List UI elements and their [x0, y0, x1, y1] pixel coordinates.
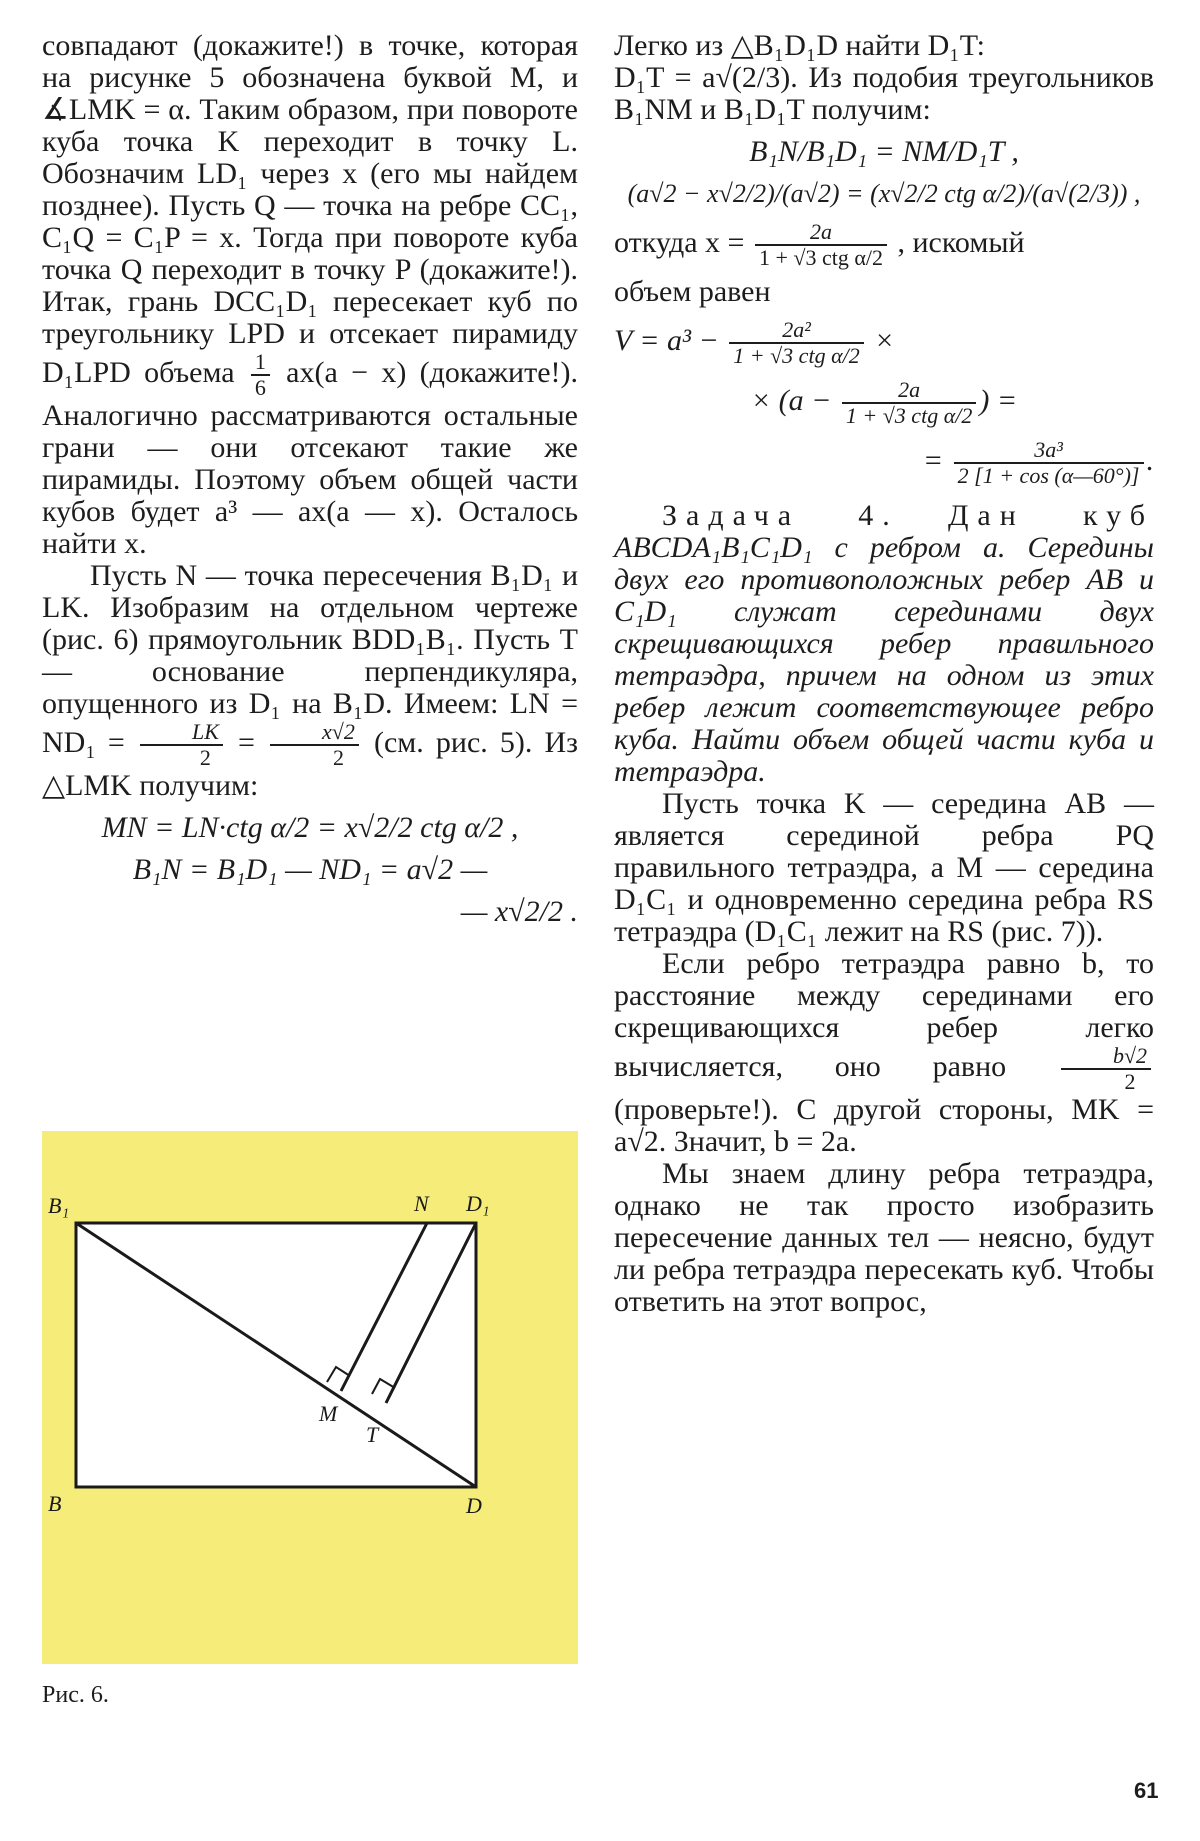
fraction-2a: $\frac{2a}{\text{1 + √3 ctg α/2}}$	[842, 378, 976, 428]
volume-intro: объем равен	[614, 275, 771, 308]
equation-b1n: B₁N = B₁D₁ — ND₁ = a√2 —	[132, 853, 488, 886]
label-b: B	[48, 1491, 62, 1516]
equation-b1n-cont: — x√2/2 .	[460, 895, 578, 928]
label-n: N	[414, 1191, 429, 1216]
equation-mn: MN = LN·ctg α/2 = x√2/2 ctg α/2 ,	[101, 811, 519, 844]
left-paragraph-1: совпадают (докажите!) в точке, которая на рисунке 5 обозначена буквой M, и ∡LMK = α. Таким образом, при повороте куба точка K переходит в точку L. Обозначим LD₁ через x (его мы найдем позднее). Пусть Q — точка на ребре CC₁, C₁Q = C₁P = x. Тогда при повороте куба точка Q переходит в точку P (докажите!). Итак, грань DCC₁D₁ пересекает куб по треугольнику LPD и отсекает пирамиду D₁LPD объема $\frac{1}{6}$ ax(a − x) (докажите!). Аналогично рассматриваются остальные грани — они отсекают такие же пирамиды. Поэтому объем общей части кубов будет a³ — ax(a — x). Осталось найти x.	[42, 29, 578, 560]
label-m: M	[319, 1401, 338, 1426]
figure-caption: Рис. 6.	[42, 1682, 109, 1708]
fraction-x-sqrt2-half: $\frac{x√2}{2}$	[270, 720, 359, 770]
right-column	[614, 30, 1154, 1318]
fraction-b-sqrt2-half: $\frac{b√2}{2}$	[1061, 1044, 1151, 1094]
equation-ratio: (a√2 − x√2/2)/(a√2) = (x√2/2 ctg α/2)/(a√(2/3)) ,	[627, 179, 1141, 208]
right-paragraph-3: Пусть точка K — середина AB — является серединой ребра PQ правильного тетраэдра, а M — середина D₁C₁ и одновременно середина ребра RS тетраэдра (D₁C₁ лежит на RS (рис. 7)).	[614, 787, 1154, 948]
equation-volume-2: × (a − $\frac{2a}{\text{1 + √3 ctg α/2}}$ ) =	[750, 377, 1018, 428]
left-paragraph-2: Пусть N — точка пересечения B₁D₁ и LK. Изобразим на отдельном чертеже (рис. 6) прямоугольник BDD₁B₁. Пусть T — основание перпендикуляра, опущенного из D₁ на B₁D. Имеем: LN = ND₁ = $\frac{LK}{2}$ = $\frac{x√2}{2}$ (см. рис. 5). Из △LMK получим:	[42, 559, 579, 802]
fraction-lk-half: $\frac{LK}{2}$	[140, 720, 223, 770]
figure-6	[42, 1131, 578, 1664]
left-column	[42, 30, 578, 938]
fraction-x-solution: $\frac{2a}{\text{1 + √3 ctg α/2}}$	[755, 220, 887, 270]
right-line-1: Легко из △B₁D₁D найти D₁T:	[614, 29, 985, 62]
right-paragraph-5: Мы знаем длину ребра тетраэдра, однако не так просто изобразить пересечение данных тел — неясно, будут ли ребра тетраэдра пересекать куб. Чтобы ответить на этот вопрос,	[614, 1157, 1154, 1318]
label-t: T	[366, 1422, 379, 1447]
equation-similarity: B₁N/B₁D₁ = NM/D₁T ,	[749, 135, 1019, 168]
label-d: D	[466, 1493, 482, 1518]
right-otkuda: откуда x = $\frac{2a}{\text{1 + √3 ctg α/2}}$ , искомый	[614, 219, 1025, 270]
label-b1: B₁	[48, 1193, 70, 1218]
task-label: Задача 4.	[662, 499, 899, 532]
right-paragraph-4: Если ребро тетраэдра равно b, то расстояние между серединами его скрещивающихся ребер легко вычисляется, оно равно $\frac{b√2}{2}$ (проверьте!). С другой стороны, MK = a√2. Значит, b = 2a.	[614, 947, 1154, 1158]
fraction-2a2: $\frac{\text{2a²}}{\text{1 + √3 ctg α/2}}$	[729, 318, 863, 368]
right-paragraph-1: D₁T = a√(2/3). Из подобия треугольников B₁NM и B₁D₁T получим:	[614, 61, 1154, 126]
label-d1: D₁	[466, 1191, 490, 1216]
fraction-final: $\frac{\text{3a³}}{2 [1 + \cos (\alpha—60^\circ)]}$	[954, 438, 1144, 488]
fraction-one-sixth: $\frac{1}{6}$	[251, 350, 270, 400]
equation-volume-3: = $\frac{\text{3a³}}{2 [1 + \cos (\alpha—60^\circ)]}$ .	[922, 437, 1154, 488]
figure-6-diagram	[42, 1131, 578, 1664]
task-4: Задача 4. Дан куб ABCDA₁B₁C₁D₁ с ребром a. Середины двух его противоположных ребер AB и C₁D₁ служат серединами двух скрещивающихся ребер правильного тетраэдра, причем на одном из этих ребер лежит соответствующее ребро куба. Найти объем общей части куба и тетраэдра.	[614, 499, 1154, 788]
page-number: 61	[1134, 1778, 1159, 1803]
equation-volume-1: V = a³ − $\frac{\text{2a²}}{\text{1 + √3 ctg α/2}}$ ×	[614, 317, 895, 368]
